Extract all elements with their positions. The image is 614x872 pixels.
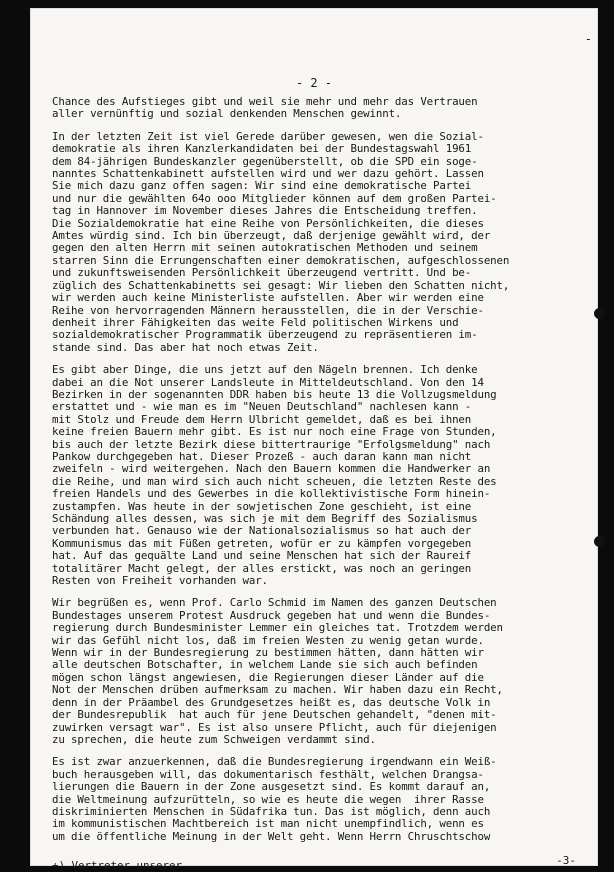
text-line: lierungen die Bauern in der Zone ausgesetzt sind. Es kommt darauf an, — [52, 780, 491, 794]
text-line: Pankow durchgegeben hat. Dieser Prozeß - auch daran kann man nicht — [52, 449, 472, 463]
text-line: nanntes Schattenkabinett aufstellen wird und wer dazu gehört. Lassen — [52, 167, 484, 181]
text-line: tag in Hannover im November dieses Jahres die Entscheidung treffen. — [52, 204, 478, 218]
text-line: Not der Menschen drüben aufmerksam zu machen. Wir haben dazu ein Recht, — [52, 683, 503, 697]
text-line: die Weltmeinung aufzurütteln, so wie es heute die wegen ihrer Rasse — [52, 792, 484, 806]
text-line: keine freien Bauern mehr gibt. Es ist nur noch eine Frage von Stunden, — [52, 425, 497, 439]
text-line: Schändung alles dessen, was sich je mit dem Begriff des Sozialismus — [52, 512, 478, 525]
document-page — [30, 8, 598, 872]
text-line: Es gibt aber Dinge, die uns jetzt auf den Nägeln brennen. Ich denke — [52, 363, 478, 377]
paragraph — [52, 96, 592, 121]
text-line: mit Stolz und Freude dem Herrn Ulbricht gemeldet, daß es bei ihnen — [52, 412, 472, 426]
text-line: gegen den alten Herrn mit seinen autokratischen Methoden und seinem — [52, 241, 478, 255]
text-line: Bezirken in der sogenannten DDR haben bis heute 13 die Vollzugsmeldung — [52, 387, 497, 401]
text-line: wir das Gefühl nicht los, daß im freien Westen zu wenig getan wurde. — [52, 633, 484, 647]
text-line: denn in der Präambel des Grundgesetzes heißt es, das deutsche Volk in — [52, 695, 491, 709]
document-body — [52, 96, 592, 853]
text-line: Bundestages unserem Protest Ausdruck gegeben hat und wenn die Bundes- — [52, 608, 491, 622]
text-line: stande sind. Das aber hat noch etwas Zeit. — [52, 340, 319, 354]
text-line: und zukunftsweisenden Persönlichkeit überzeugend vertritt. Und be- — [52, 266, 472, 280]
text-line: Es ist zwar anzuerkennen, daß die Bundesregierung irgendwann ein Weiß- — [52, 755, 497, 769]
text-line: Die Sozialdemokratie hat eine Reihe von Persönlichkeiten, die dieses — [52, 216, 484, 230]
text-line: wir werden auch keine Ministerliste aufstellen. Aber wir werden eine — [52, 291, 484, 305]
punch-hole-bottom — [594, 536, 605, 547]
text-line: züglich des Schattenkabinetts sei gesagt: Wir lieben den Schatten nicht, — [52, 278, 510, 292]
text-line: dabei an die Not unserer Landsleute in Mitteldeutschland. Von den 14 — [52, 375, 484, 389]
text-line: zustampfen. Was heute in der sowjetischen Zone geschieht, ist eine — [52, 499, 472, 513]
text-line: der Bundesrepublik hat auch für jene Deutschen gehandelt, "denen mit- — [52, 708, 497, 722]
text-line: regierung durch Bundesminister Lemmer ein gleiches tat. Trotzdem werden — [52, 621, 503, 635]
text-line: totalitärer Macht gelegt, der alles erstickt, was noch an geringen — [52, 561, 472, 575]
text-line: im kommunistischen Machtbereich ist man nicht unempfindlich, wenn es — [52, 817, 484, 831]
text-line: Wenn wir in der Bundesregierung zu bestimmen hätten, dann hätten wir — [52, 646, 484, 660]
text-line: dem 84-jährigen Bundeskanzler gegenüberstellt, ob die SPD ein soge- — [52, 154, 478, 168]
text-line: zweifeln - wird weitergehen. Nach den Bauern kommen die Handwerker an — [52, 462, 491, 476]
text-line: Amtes würdig sind. Ich bin überzeugt, daß derjenige gewählt wird, der — [52, 229, 491, 243]
text-line: Wir begrüßen es, wenn Prof. Carlo Schmid im Namen des ganzen Deutschen — [52, 596, 497, 610]
footnote: +) Vertreter unserer — [52, 859, 183, 872]
text-line: demokratie als ihren Kanzlerkandidaten bei der Bundestagswahl 1961 — [52, 142, 472, 156]
text-line: Resten von Freiheit vorhanden war. — [52, 574, 268, 588]
text-line: die Reihe, und man wird sich auch nicht scheuen, die letzten Reste des — [52, 474, 497, 488]
text-line: hat. Auf das gequälte Land und seine Menschen hat sich der Raureif — [52, 549, 472, 563]
text-line: buch herausgeben will, das dokumentarisch festhält, welchen Drangsa- — [52, 767, 484, 781]
text-line: denheit ihrer Fähigkeiten das weite Feld politischen Wirkens und — [52, 315, 459, 329]
text-line: mögen schon längst angewiesen, die Regierungen dieser Länder auf die — [52, 670, 484, 684]
text-line: und nur die gewählten 64o ooo Mitglieder können auf dem großen Partei- — [52, 191, 497, 205]
text-line: Kommunismus das mit Füßen getreten, wofür er zu kämpfen vorgegeben — [52, 536, 472, 550]
text-line: In der letzten Zeit ist viel Gerede darüber gewesen, wen die Sozial- — [52, 129, 484, 143]
text-line: diskriminierten Menschen in Südafrika tun. Das ist möglich, denn auch — [52, 804, 491, 818]
page-number: - 2 - — [295, 76, 333, 90]
paragraph — [52, 597, 592, 746]
continuation-marker: -3- — [556, 854, 576, 867]
text-line: aller vernünftig und sozial denkenden Menschen gewinnt. — [52, 107, 402, 121]
text-line: zuwirken versagt war". Es ist also unsere Pflicht, auch für diejenigen — [52, 720, 497, 734]
text-line: sozialdemokratischer Programmatik überzeugend zu repräsentieren im- — [52, 328, 478, 342]
paragraph — [52, 756, 592, 843]
text-line: erstattet und - wie man es im "Neuen Deutschland" nachlesen kann - — [52, 400, 472, 414]
text-line: alle deutschen Botschafter, in welchem Lande sie sich auch befinden — [52, 658, 478, 672]
paragraph — [52, 131, 592, 354]
text-line: starren Sinn die Errungenschaften einer demokratischen, aufgeschlossenen — [52, 253, 510, 267]
text-line: Sie mich dazu ganz offen sagen: Wir sind eine demokratische Partei — [52, 179, 472, 193]
text-line: Chance des Aufstieges gibt und weil sie mehr und mehr das Vertrauen — [52, 95, 478, 108]
paragraph — [52, 364, 592, 587]
text-line: Reihe von hervorragenden Männern herausstellen, die in der Verschie- — [52, 303, 484, 317]
punch-hole-top — [594, 308, 605, 319]
corner-mark: - — [584, 32, 592, 46]
text-line: zu sprechen, die heute zum Schweigen verdammt sind. — [52, 732, 376, 746]
text-line: freien Handels und des Gewerbes in die kollektivistische Form hinein- — [52, 487, 491, 501]
text-line: verbunden hat. Genauso wie der Nationalsozialismus so hat auch der — [52, 524, 472, 538]
text-line: um die öffentliche Meinung in der Welt geht. Wenn Herrn Chruschtschow — [52, 829, 491, 843]
text-line: bis auch der letzte Bezirk diese bittertraurige "Erfolgsmeldung" nach — [52, 437, 491, 451]
